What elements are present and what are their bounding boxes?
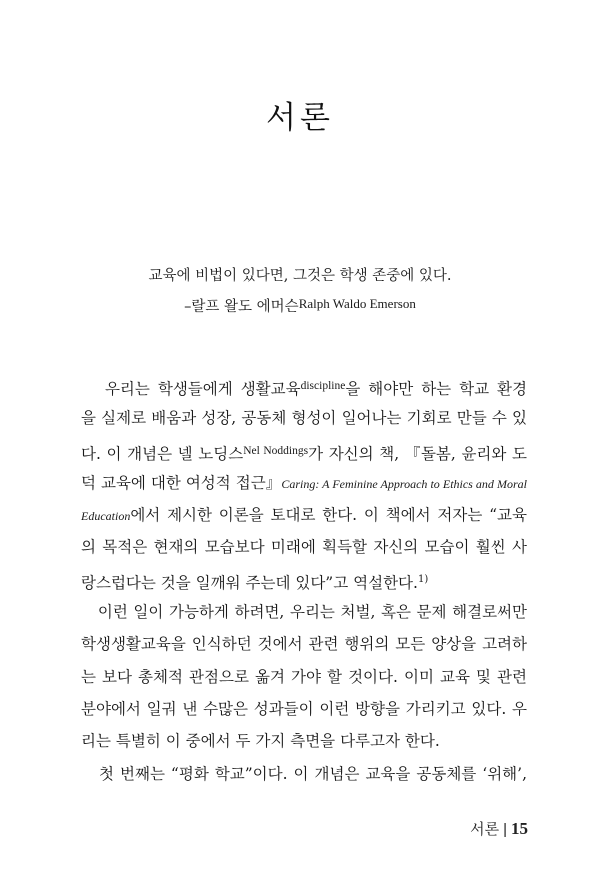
- text-run: 랑스럽다는 것을 일깨워 주는데 있다”고 역설한다.: [81, 573, 418, 592]
- running-title: 서론: [470, 820, 500, 838]
- book-title-english: Caring: A Feminine Approach to Ethics and Moral: [281, 476, 527, 491]
- body-line: [81, 467, 527, 499]
- text-run: 우리는 학생들에게 생활교육: [104, 380, 301, 398]
- text-run: 에서 제시한 이론을 토대로 한다. 이 책에서 저자는 “교육: [130, 506, 527, 525]
- text-run: 이런 일이 가능하게 하려면, 우리는 처벌, 혹은 문제 해결로써만: [97, 603, 527, 622]
- attribution-english: Ralph Waldo Emerson: [298, 296, 416, 311]
- text-run: 덕 교육에 대한 여성적 접근』: [81, 473, 282, 492]
- text-run: 다. 이 개념은 넬 노딩스: [81, 444, 244, 463]
- chapter-title: 서론: [266, 100, 334, 136]
- english-name: Nel Noddings: [243, 444, 309, 457]
- body-text: [81, 370, 527, 790]
- body-line: [81, 596, 527, 628]
- page-footer: [470, 818, 528, 839]
- text-run: 을 해야만 하는 학교 환경: [345, 380, 527, 398]
- body-line: [81, 564, 527, 596]
- body-line: [81, 499, 527, 531]
- epigraph: [0, 263, 600, 321]
- body-line: 학생생활교육을 인식하던 것에서 관련 행위의 모든 양상을 고려하: [81, 635, 527, 654]
- text-run: 가 자신의 책, 『돌봄, 윤리와 도: [308, 444, 527, 463]
- english-term: discipline: [300, 380, 346, 392]
- body-line: 리는 특별히 이 중에서 두 가지 측면을 다루고자 한다.: [81, 732, 440, 751]
- body-line: [81, 435, 527, 467]
- body-line: [81, 370, 527, 402]
- body-line: 분야에서 일궈 낸 수많은 성과들이 이런 방향을 가리키고 있다. 우: [81, 699, 527, 718]
- book-title-english: Education: [81, 509, 131, 524]
- text-run: 첫 번째는 “평화 학교”이다. 이 개념은 교육을 공동체를 ‘위해’,: [99, 764, 527, 783]
- body-line: [81, 758, 527, 790]
- epigraph-quote: 교육에 비법이 있다면, 그것은 학생 존중에 있다.: [148, 268, 452, 284]
- folio-separator: |: [503, 821, 507, 838]
- attribution-korean: –랄프 왈도 에머슨: [184, 299, 299, 315]
- footnote-marker: 1): [417, 573, 429, 585]
- body-line: 의 목적은 현재의 모습보다 미래에 획득할 자신의 모습이 훨씬 사: [81, 538, 527, 557]
- page-number: 15: [511, 819, 528, 838]
- epigraph-attribution: [0, 290, 600, 321]
- body-line: 는 보다 총체적 관점으로 옮겨 가야 할 것이다. 이미 교육 및 관련: [81, 667, 527, 686]
- body-line: 을 실제로 배움과 성장, 공동체 형성이 일어나는 기회로 만들 수 있: [81, 409, 527, 428]
